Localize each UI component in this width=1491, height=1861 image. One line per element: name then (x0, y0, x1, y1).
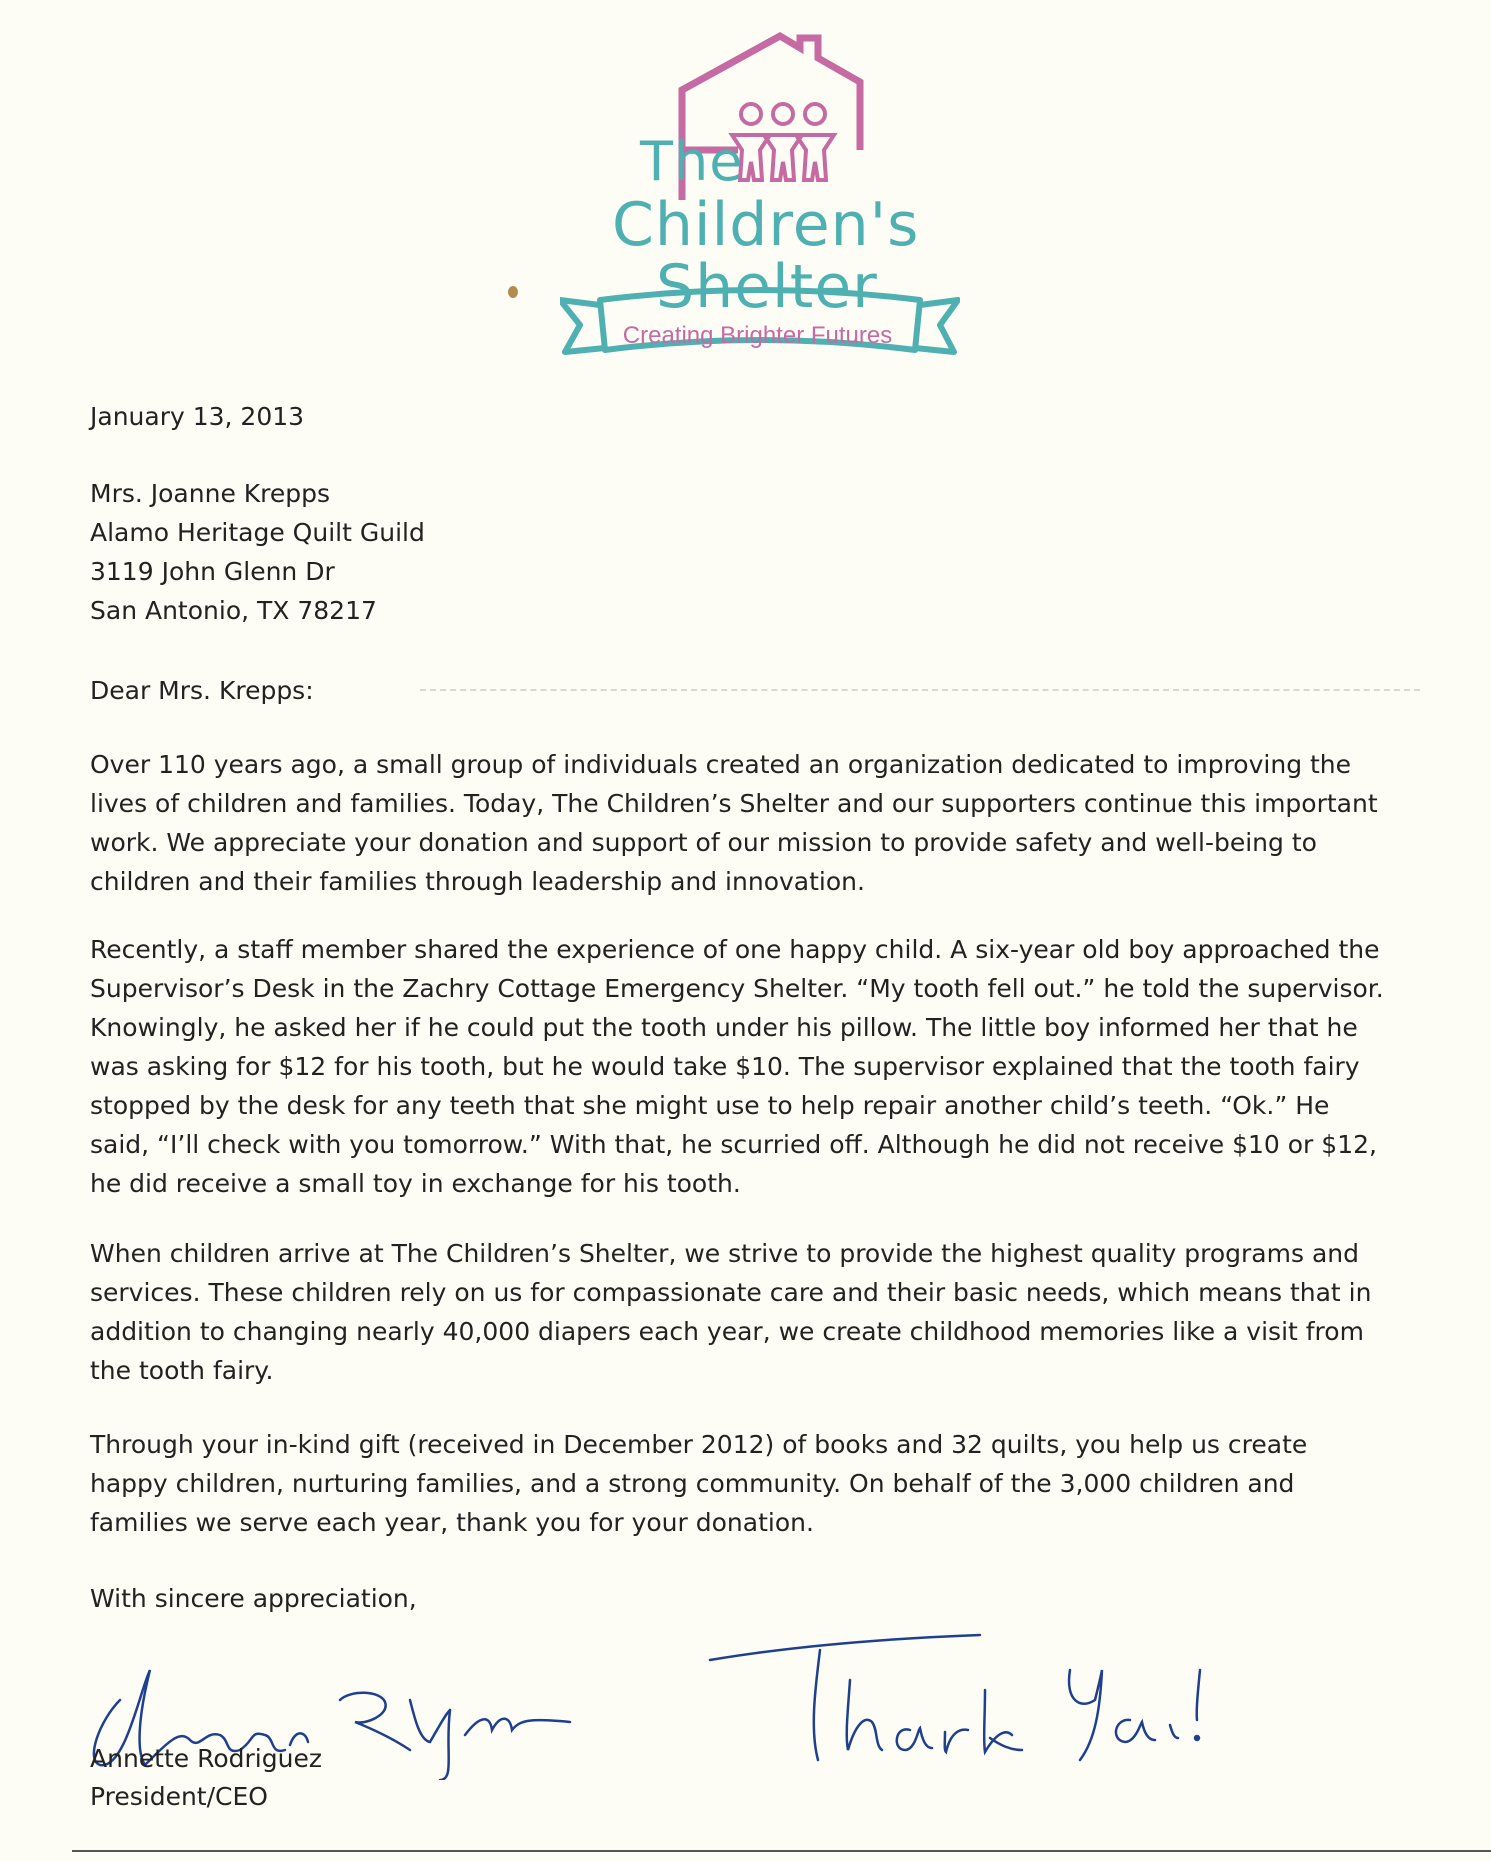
body-paragraph-1: Over 110 years ago, a small group of individuals created an organization dedicated to improving the lives of children and families. Today, The Children’s Shelter and our supporters continue this important work. We appreciate your donation and support of our mission to provide safety and well-being to children and their families through leadership and innovation. (90, 750, 1378, 896)
faint-dashed-line (420, 689, 1420, 691)
body-paragraph-3: When children arrive at The Children’s Shelter, we strive to provide the highest quality programs and services. These children rely on us for compassionate care and their basic needs, which means that in addition to changing nearly 40,000 diapers each year, we create childhood memories like a visit from the tooth fairy. (90, 1239, 1372, 1385)
paper-speck (508, 286, 518, 298)
body-paragraph-2: Recently, a staff member shared the experience of one happy child. A six-year old boy approached the Supervisor’s Desk in the Zachry Cottage Emergency Shelter. “My tooth fell out.” he told the supervisor. Knowingly, he asked her if he could put the tooth under his pillow. The little boy informed her that he was asking for $12 for his tooth, but he would take $10. The supervisor explained that the tooth fairy stopped by the desk for any teeth that she might use to help repair another child’s teeth. “Ok.” He said, “I’ll check with you tomorrow.” With that, he scurried off. Although he did not receive $10 or $12, he did receive a small toy in exchange for his tooth. (90, 935, 1384, 1198)
recipient-name: Mrs. Joanne Krepps (90, 479, 331, 508)
handwritten-thank-you (700, 1610, 1220, 1770)
signer-name: Annette Rodriguez (90, 1744, 322, 1773)
recipient-street: 3119 John Glenn Dr (90, 557, 335, 586)
letter-greeting: Dear Mrs. Krepps: (90, 676, 314, 705)
logo-text-the: The (640, 130, 744, 193)
letter-date: January 13, 2013 (90, 402, 305, 431)
recipient-organization: Alamo Heritage Quilt Guild (90, 518, 425, 547)
logo-text-childrens: Children's (612, 190, 920, 260)
letter-closing: With sincere appreciation, (90, 1584, 417, 1613)
signer-block (90, 1739, 322, 1815)
footer-rule (72, 1850, 1491, 1852)
logo-text-shelter: Shelter (656, 252, 878, 322)
signer-title: President/CEO (90, 1782, 268, 1811)
recipient-city: San Antonio, TX 78217 (90, 596, 377, 625)
logo-tagline: Creating Brighter Futures (622, 322, 893, 349)
recipient-address (90, 474, 425, 630)
body-paragraph-4: Through your in-kind gift (received in December 2012) of books and 32 quilts, you help us create happy children, nurturing families, and a strong community. On behalf of the 3,000 children and families we serve each year, thank you for your donation. (90, 1430, 1308, 1537)
shelter-logo (560, 30, 960, 370)
